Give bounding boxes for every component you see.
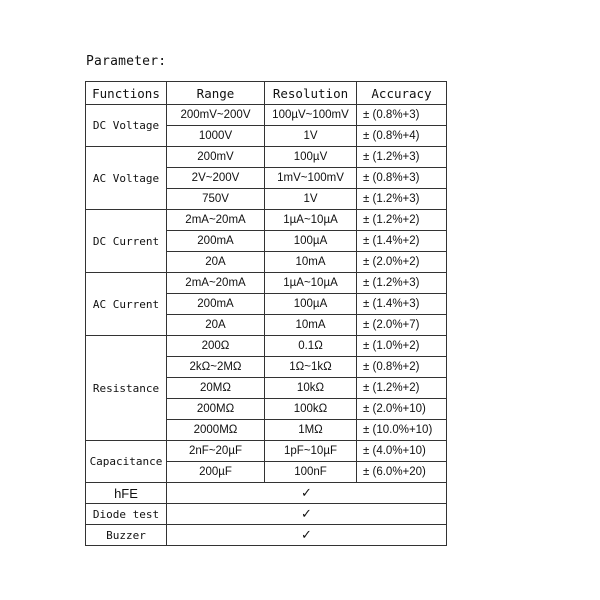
range-cell: 200mA: [167, 231, 265, 252]
header-range: Range: [167, 82, 265, 105]
table-row: [86, 525, 447, 546]
resolution-cell: 100kΩ: [265, 399, 357, 420]
table-row: [86, 147, 447, 168]
table-row: [86, 504, 447, 525]
function-dc-current: DC Current: [86, 210, 167, 273]
check-mark-icon: ✓: [167, 504, 447, 525]
resolution-cell: 0.1Ω: [265, 336, 357, 357]
range-cell: 200mV: [167, 147, 265, 168]
function-resistance: Resistance: [86, 336, 167, 441]
resolution-cell: 10mA: [265, 315, 357, 336]
resolution-cell: 100µA: [265, 231, 357, 252]
accuracy-cell: ± (4.0%+10): [357, 441, 447, 462]
accuracy-cell: ± (0.8%+3): [357, 168, 447, 189]
function-hfe: hFE: [86, 483, 167, 504]
resolution-cell: 10mA: [265, 252, 357, 273]
range-cell: 200mA: [167, 294, 265, 315]
range-cell: 200Ω: [167, 336, 265, 357]
resolution-cell: 100µV: [265, 147, 357, 168]
range-cell: 750V: [167, 189, 265, 210]
table-row: [86, 105, 447, 126]
header-resolution: Resolution: [265, 82, 357, 105]
range-cell: 20A: [167, 252, 265, 273]
table-row: [86, 441, 447, 462]
range-cell: 20MΩ: [167, 378, 265, 399]
resolution-cell: 1µA~10µA: [265, 210, 357, 231]
parameter-table: [85, 81, 447, 546]
header-row: [86, 82, 447, 105]
accuracy-cell: ± (0.8%+2): [357, 357, 447, 378]
accuracy-cell: ± (1.2%+3): [357, 273, 447, 294]
range-cell: 200MΩ: [167, 399, 265, 420]
resolution-cell: 1pF~10µF: [265, 441, 357, 462]
accuracy-cell: ± (2.0%+2): [357, 252, 447, 273]
table-row: [86, 483, 447, 504]
resolution-cell: 1V: [265, 126, 357, 147]
accuracy-cell: ± (1.4%+3): [357, 294, 447, 315]
resolution-cell: 1µA~10µA: [265, 273, 357, 294]
range-cell: 2mA~20mA: [167, 273, 265, 294]
table-row: [86, 210, 447, 231]
parameter-caption: Parameter:: [86, 54, 167, 69]
accuracy-cell: ± (1.2%+2): [357, 378, 447, 399]
accuracy-cell: ± (2.0%+10): [357, 399, 447, 420]
function-dc-voltage: DC Voltage: [86, 105, 167, 147]
range-cell: 2000MΩ: [167, 420, 265, 441]
resolution-cell: 10kΩ: [265, 378, 357, 399]
table-row: [86, 273, 447, 294]
function-capacitance: Capacitance: [86, 441, 167, 483]
check-mark-icon: ✓: [167, 525, 447, 546]
resolution-cell: 100µV~100mV: [265, 105, 357, 126]
accuracy-cell: ± (1.2%+3): [357, 147, 447, 168]
function-buzzer: Buzzer: [86, 525, 167, 546]
resolution-cell: 1Ω~1kΩ: [265, 357, 357, 378]
accuracy-cell: ± (1.2%+3): [357, 189, 447, 210]
range-cell: 200µF: [167, 462, 265, 483]
accuracy-cell: ± (0.8%+4): [357, 126, 447, 147]
accuracy-cell: ± (10.0%+10): [357, 420, 447, 441]
header-accuracy: Accuracy: [357, 82, 447, 105]
resolution-cell: 100nF: [265, 462, 357, 483]
check-mark-icon: ✓: [167, 483, 447, 504]
range-cell: 2mA~20mA: [167, 210, 265, 231]
accuracy-cell: ± (2.0%+7): [357, 315, 447, 336]
resolution-cell: 1mV~100mV: [265, 168, 357, 189]
resolution-cell: 1V: [265, 189, 357, 210]
table-row: [86, 336, 447, 357]
accuracy-cell: ± (1.2%+2): [357, 210, 447, 231]
function-ac-voltage: AC Voltage: [86, 147, 167, 210]
range-cell: 1000V: [167, 126, 265, 147]
resolution-cell: 100µA: [265, 294, 357, 315]
range-cell: 2V~200V: [167, 168, 265, 189]
range-cell: 20A: [167, 315, 265, 336]
accuracy-cell: ± (1.4%+2): [357, 231, 447, 252]
header-functions: Functions: [86, 82, 167, 105]
accuracy-cell: ± (6.0%+20): [357, 462, 447, 483]
range-cell: 200mV~200V: [167, 105, 265, 126]
accuracy-cell: ± (1.0%+2): [357, 336, 447, 357]
accuracy-cell: ± (0.8%+3): [357, 105, 447, 126]
range-cell: 2nF~20µF: [167, 441, 265, 462]
function-diode-test: Diode test: [86, 504, 167, 525]
resolution-cell: 1MΩ: [265, 420, 357, 441]
function-ac-current: AC Current: [86, 273, 167, 336]
range-cell: 2kΩ~2MΩ: [167, 357, 265, 378]
